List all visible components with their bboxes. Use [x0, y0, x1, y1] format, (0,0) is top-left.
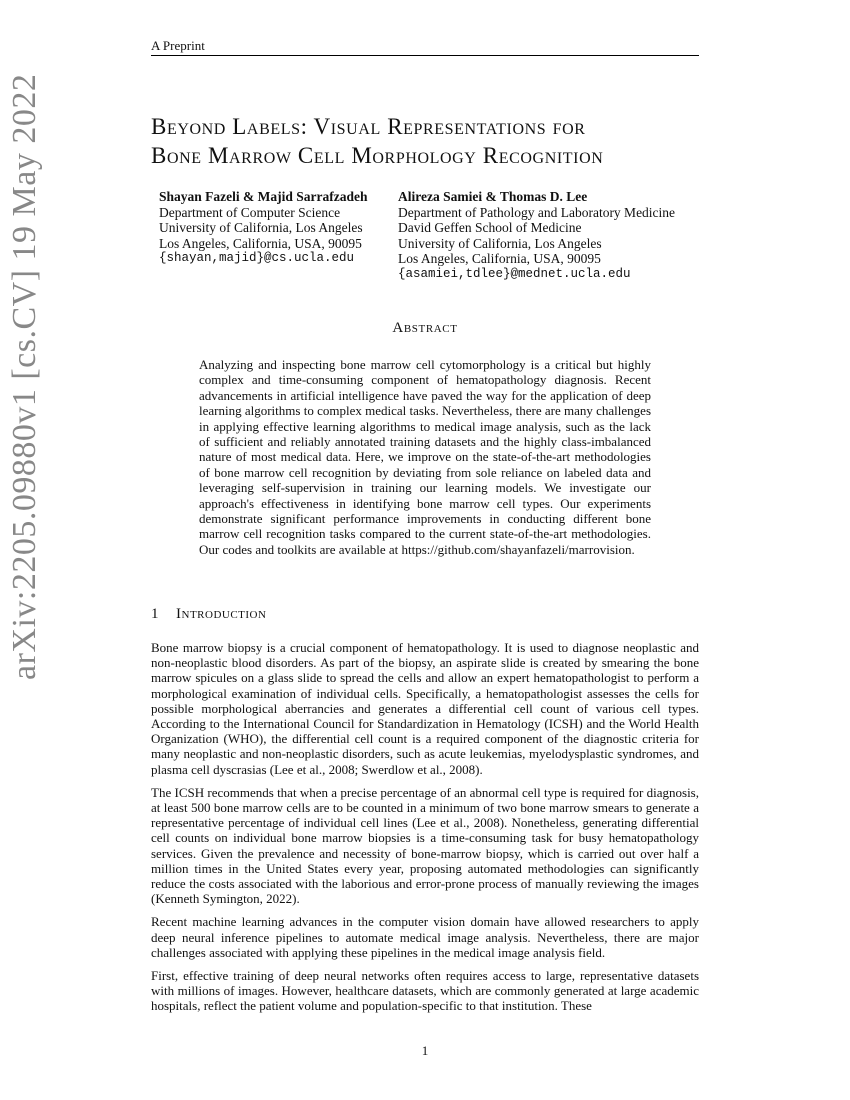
author-affiliation-line: University of California, Los Angeles: [398, 235, 602, 251]
author-block: [159, 189, 368, 267]
author-affiliation-line: Los Angeles, California, USA, 90095: [159, 235, 362, 251]
title-line-1: Beyond Labels: Visual Representations for: [151, 114, 586, 139]
author-email: {shayan,majid}@cs.ucla.edu: [159, 251, 355, 265]
author-affiliation-line: Los Angeles, California, USA, 90095: [398, 251, 601, 266]
abstract-text: Analyzing and inspecting bone marrow cell cytomorphology is a critical but highly complex and time-consuming component of hematopathology diagnosis. Recent advancements in artificial intelligence have paved the way for the application of deep learning algorithms to complex medical tasks. Nevertheless, there are many challenges in applying effective learning algorithms to medical image analysis, such as the lack of sufficient and reliably annotated training datasets and the highly class-imbalanced nature of most medical data. Here, we improve on the state-of-the-art methodologies of bone marrow cell recognition by deviating from sole reliance on labeled data and leveraging self-supervision in training our learning models. We investigate our approach's effectiveness in identifying bone marrow cell types. Our experiments demonstrate significant performance improvements in conducting different bone marrow cell recognition tasks compared to the current state-of-the-art methodologies. Our codes and toolkits are available at https://github.com/shayanfazeli/marrovision.: [199, 357, 651, 557]
section-number: 1: [151, 606, 159, 622]
paragraph: Recent machine learning advances in the computer vision domain have allowed researchers to apply deep neural inference pipelines to automate medical image analysis. Nevertheless, there are major challenges associated with applying these pipelines in the medical image analysis field.: [151, 914, 699, 960]
author-names: Shayan Fazeli & Majid Sarrafzadeh: [159, 189, 368, 204]
author-block: [398, 189, 675, 282]
header-rule: [151, 55, 699, 56]
author-affiliation-line: Department of Pathology and Laboratory Medicine: [398, 204, 676, 220]
author-affiliation-line: Department of Computer Science: [159, 204, 341, 220]
section-title: Introduction: [176, 606, 267, 622]
paragraph: Bone marrow biopsy is a crucial component of hematopathology. It is used to diagnose neoplastic and non-neoplastic blood disorders. As part of the biopsy, an aspirate slide is created by smearing the bone marrow spicules on a glass slide to spread the cells and allow an expert hematopathologist to perform a morphological examination of individual cells. Specifically, a hematopathologist assesses the cells for possible morphological aberrancies and generates a differential cell count of various cell types. According to the International Council for Standardization in Hematology (ICSH) and the World Health Organization (WHO), the differential cell count is a required component of the diagnostic criteria for many neoplastic and non-neoplastic disorders, such as acute leukemias, myelodysplastic syndromes, and plasma cell dyscrasias (Lee et al., 2008; Swerdlow et al., 2008).: [151, 640, 699, 777]
title-line-2: Bone Marrow Cell Morphology Recognition: [151, 143, 604, 168]
paragraph: The ICSH recommends that when a precise percentage of an abnormal cell type is required for diagnosis, at least 500 bone marrow cells are to be counted in a minimum of two bone marrow smears to generate a representative percentage of individual cell lines (Lee et al., 2008). Nonetheless, generating differential cell counts on individual bone marrow biopsies is a time-consuming task for busy hematopathology services. Given the prevalence and necessity of bone-marrow biopsy, which is carried out over half a million times in the United States every year, proposing automated methodologies can significantly reduce the costs associated with the laborious and error-prone process of manually reviewing the images (Kenneth Symington, 2022).: [151, 784, 699, 907]
author-names: Alireza Samiei & Thomas D. Lee: [398, 189, 588, 204]
paper-title: [151, 112, 711, 170]
section-heading: [151, 606, 266, 623]
author-affiliation-line: David Geffen School of Medicine: [398, 220, 582, 235]
paragraph: First, effective training of deep neural networks often requires access to large, representative datasets with millions of images. However, healthcare datasets, which are commonly generated at large academic hospitals, reflect the patient volume and population-specific to that institution. These: [151, 968, 699, 1014]
running-header: A Preprint: [151, 38, 205, 53]
abstract-heading: Abstract: [392, 320, 458, 336]
introduction-body: [151, 640, 699, 1022]
arxiv-stamp: arXiv:2205.09880v1 [cs.CV] 19 May 2022: [6, 73, 43, 680]
page-number: 1: [421, 1043, 429, 1058]
author-affiliation-line: University of California, Los Angeles: [159, 220, 363, 235]
author-email: {asamiei,tdlee}@mednet.ucla.edu: [398, 266, 631, 281]
